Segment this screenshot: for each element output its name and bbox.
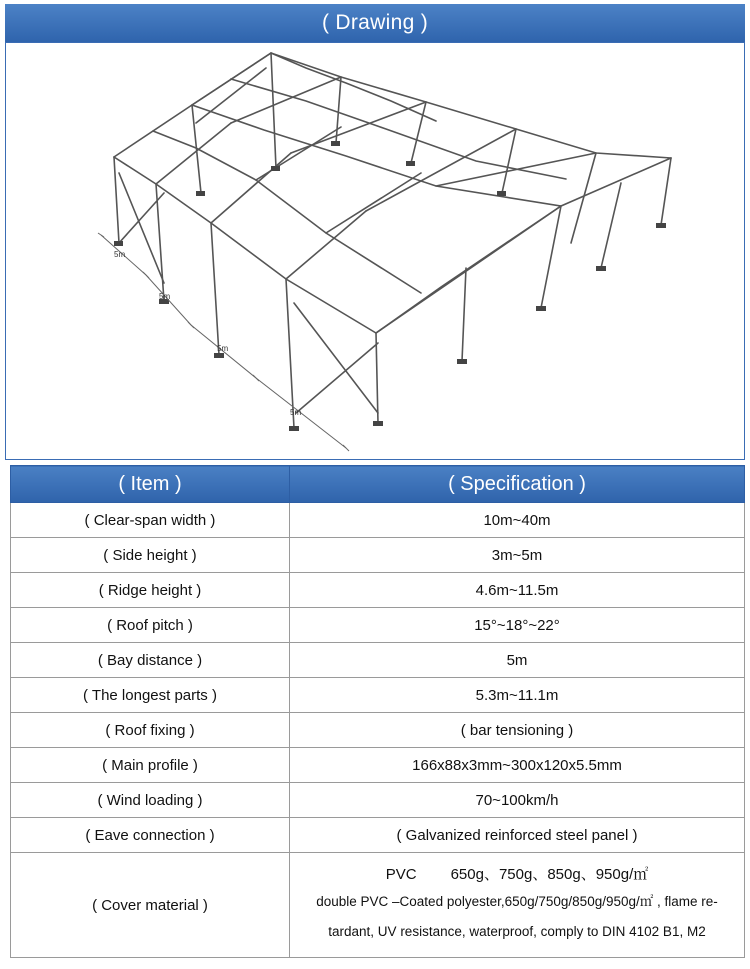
table-row (11, 678, 745, 713)
spec-cell: 3m~5m (290, 538, 745, 573)
table-row (11, 538, 745, 573)
specification-column-header: ( Specification ) (290, 466, 745, 503)
table-row (11, 818, 745, 853)
table-row-cover-material (11, 853, 745, 958)
item-cell: ( Bay distance ) (11, 643, 290, 678)
item-cell: ( Ridge height ) (11, 573, 290, 608)
drawing-header (5, 4, 745, 42)
bay-dimension-label-4: 5m (290, 408, 302, 417)
item-cell: ( Roof pitch ) (11, 608, 290, 643)
cover-pvc-weights: 650g、750g、850g、950g/㎡ (450, 866, 649, 883)
table-row (11, 713, 745, 748)
table-row (11, 643, 745, 678)
bay-dimension-label-2: 5m (159, 292, 171, 301)
spec-cell: 70~100km/h (290, 783, 745, 818)
item-cell: ( Clear-span width ) (11, 503, 290, 538)
cover-spec-cell (290, 853, 745, 958)
cover-double-pvc-line: double PVC –Coated polyester,650g/750g/850g/950g/㎡ , flame re- (316, 894, 718, 909)
item-cell: ( Roof fixing ) (11, 713, 290, 748)
table-row (11, 503, 745, 538)
specification-table (10, 465, 745, 958)
table-row (11, 748, 745, 783)
item-cell: ( Cover material ) (11, 853, 290, 958)
spec-cell: 15°~18°~22° (290, 608, 745, 643)
item-cell: ( The longest parts ) (11, 678, 290, 713)
table-row (11, 783, 745, 818)
tent-drawing-panel (5, 42, 745, 460)
spec-cell: 5.3m~11.1m (290, 678, 745, 713)
cover-pvc-label: PVC (385, 866, 417, 883)
table-header-row (11, 466, 745, 503)
spec-cell: ( bar tensioning ) (290, 713, 745, 748)
bay-dimension-label-1: 5m (114, 250, 126, 259)
spec-cell: 4.6m~11.5m (290, 573, 745, 608)
table-row (11, 573, 745, 608)
item-column-header: ( Item ) (11, 466, 290, 503)
spec-cell: 5m (290, 643, 745, 678)
spec-cell: ( Galvanized reinforced steel panel ) (290, 818, 745, 853)
tent-structure-drawing (6, 43, 744, 459)
item-cell: ( Eave connection ) (11, 818, 290, 853)
cover-properties-line: tardant, UV resistance, waterproof, comply to DIN 4102 B1, M2 (328, 924, 706, 939)
item-cell: ( Side height ) (11, 538, 290, 573)
table-row (11, 608, 745, 643)
item-cell: ( Wind loading ) (11, 783, 290, 818)
item-cell: ( Main profile ) (11, 748, 290, 783)
spec-cell: 10m~40m (290, 503, 745, 538)
spec-cell: 166x88x3mm~300x120x5.5mm (290, 748, 745, 783)
drawing-title: ( Drawing ) (322, 11, 428, 34)
bay-dimension-label-3: 5m (217, 344, 229, 353)
cover-pvc-line (290, 863, 744, 887)
